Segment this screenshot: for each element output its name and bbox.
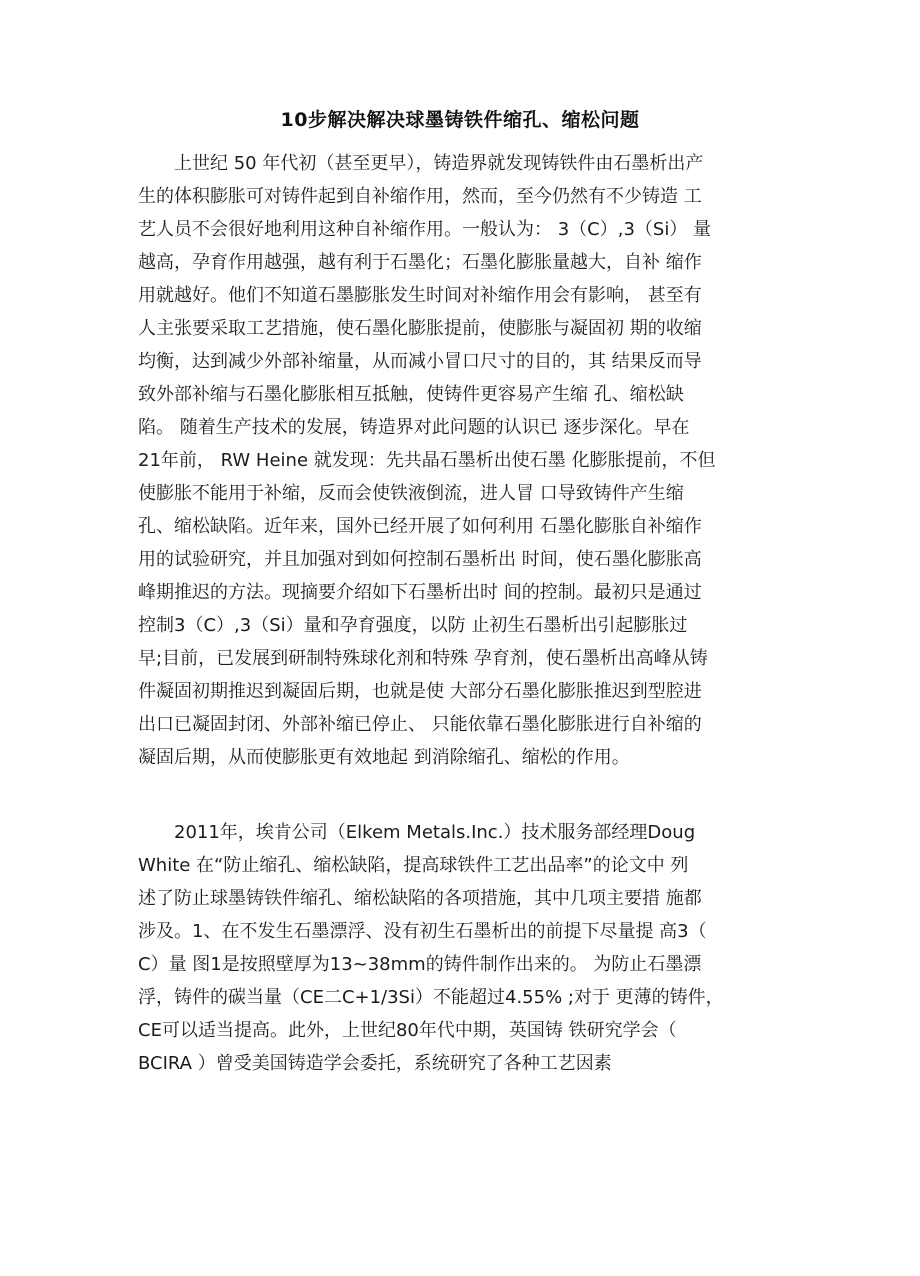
paragraph-line: C）量 图1是按照壁厚为13~38mm的铸件制作出来的。 为防止石墨漂 xyxy=(138,954,702,975)
paragraph-line: 用的试验研究，并且加强对到如何控制石墨析出 时间，使石墨化膨胀高 xyxy=(138,549,702,570)
paragraph-line: 峰期推迟的方法。现摘要介绍如下石墨析出时 间的控制。最初只是通过 xyxy=(138,582,702,603)
paragraph-line: 述了防止球墨铸铁件缩孔、缩松缺陷的各项措施，其中几项主要措 施都 xyxy=(138,888,702,909)
paragraph-line: 件凝固初期推迟到凝固后期，也就是使 大部分石墨化膨胀推迟到型腔进 xyxy=(138,681,702,702)
document-title: 10步解决解决球墨铸铁件缩孔、缩松问题 xyxy=(280,108,640,131)
paragraph-line: 生的体积膨胀可对铸件起到自补缩作用，然而，至今仍然有不少铸造 工 xyxy=(138,186,702,207)
paragraph-line: CE可以适当提高。此外，上世纪80年代中期，英国铸 铁研究学会（ xyxy=(138,1020,677,1041)
paragraph-line: 陷。 随着生产技术的发展，铸造界对此问题的认识已 逐步深化。早在 xyxy=(138,417,690,438)
paragraph-line: 2011年，埃肯公司（Elkem Metals.Inc.）技术服务部经理Doug xyxy=(138,822,696,843)
paragraph-line: 艺人员不会很好地利用这种自补缩作用。一般认为： 3（C）,3（Si） 量 xyxy=(138,219,712,240)
paragraph-line: 21年前， RW Heine 就发现：先共晶石墨析出使石墨 化膨胀提前，不但 xyxy=(138,450,716,471)
paragraph-line: 致外部补缩与石墨化膨胀相互抵触，使铸件更容易产生缩 孔、缩松缺 xyxy=(138,384,684,405)
paragraph-line: 用就越好。他们不知道石墨膨胀发生时间对补缩作用会有影响， 甚至有 xyxy=(138,285,702,306)
paragraph-line: White 在“防止缩孔、缩松缺陷，提高球铁件工艺出品率”的论文中 列 xyxy=(138,855,689,876)
paragraph-line: 越高，孕育作用越强，越有利于石墨化；石墨化膨胀量越大，自补 缩作 xyxy=(138,252,702,273)
paragraph-line: 上世纪 50 年代初（甚至更早），铸造界就发现铸铁件由石墨析出产 xyxy=(138,153,704,174)
paragraph-line: 孔、缩松缺陷。近年来，国外已经开展了如何利用 石墨化膨胀自补缩作 xyxy=(138,516,702,537)
paragraph-1 xyxy=(138,147,788,774)
paragraph-line: 早;目前，已发展到研制特殊球化剂和特殊 孕育剂，使石墨析出高峰从铸 xyxy=(138,648,708,669)
paragraph-line: 涉及。1、在不发生石墨漂浮、没有初生石墨析出的前提下尽量提 高3（ xyxy=(138,921,707,942)
paragraph-line: 浮，铸件的碳当量（CE二C+1/3Si）不能超过4.55% ;对于 更薄的铸件， xyxy=(138,987,724,1008)
paragraph-line: 控制3（C）,3（Si）量和孕育强度，以防 止初生石墨析出引起膨胀过 xyxy=(138,615,688,636)
paragraph-line: 均衡，达到减少外部补缩量，从而减小冒口尺寸的目的，其 结果反而导 xyxy=(138,351,702,372)
paragraph-line: 人主张要采取工艺措施，使石墨化膨胀提前，使膨胀与凝固初 期的收缩 xyxy=(138,318,702,339)
paragraph-2 xyxy=(138,816,788,1080)
paragraph-line: 凝固后期，从而使膨胀更有效地起 到消除缩孔、缩松的作用。 xyxy=(138,747,630,768)
paragraph-line: 使膨胀不能用于补缩，反而会使铁液倒流，进人冒 口导致铸件产生缩 xyxy=(138,483,684,504)
paragraph-line: 出口已凝固封闭、外部补缩已停止、 只能依靠石墨化膨胀进行自补缩的 xyxy=(138,714,702,735)
paragraph-line: BCIRA ）曾受美国铸造学会委托，系统研究了各种工艺因素 xyxy=(138,1053,612,1074)
